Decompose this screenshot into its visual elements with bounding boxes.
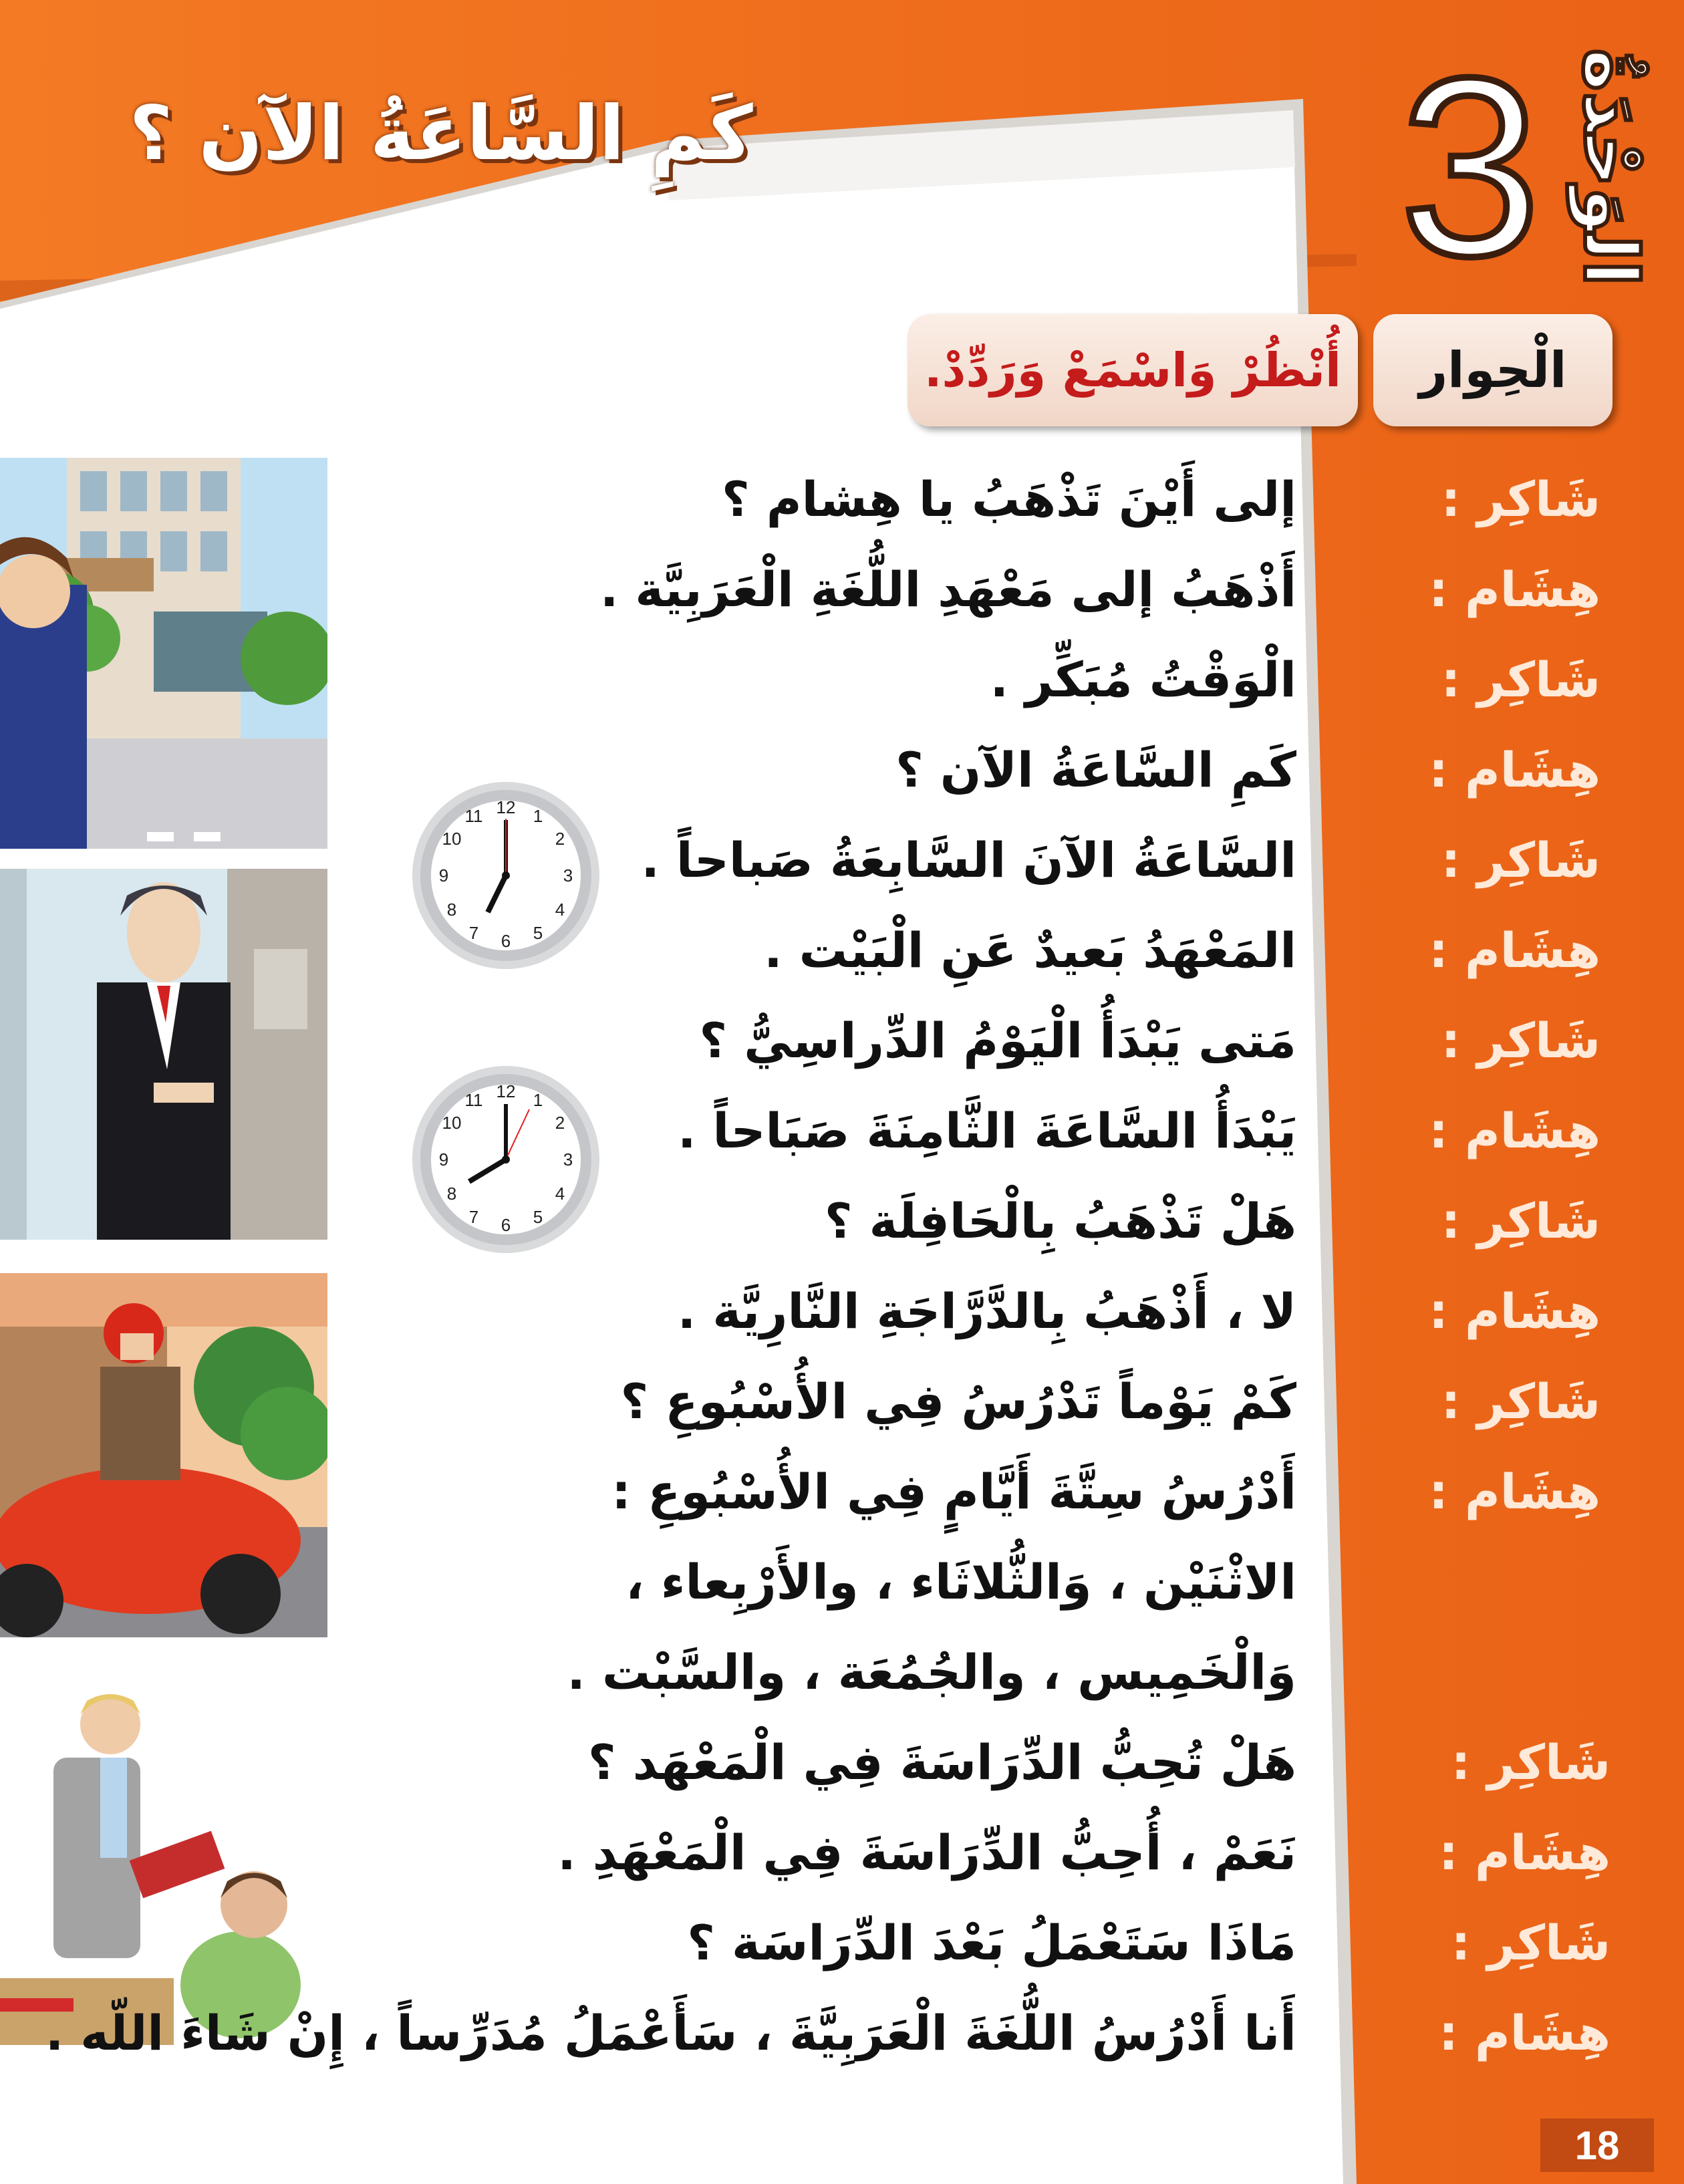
svg-text:7: 7 [468, 1207, 479, 1227]
svg-text:12: 12 [496, 797, 516, 817]
dialogue-line: هَلْ تَذْهَبُ بِالْحَافِلَة ؟ [824, 1193, 1296, 1249]
dialogue-line: لا ، أَذْهَبُ بِالدَّرَّاجَةِ النَّارِيَّة . [677, 1283, 1296, 1339]
dialogue-line: الْوَقْتُ مُبَكِّر . [990, 652, 1296, 708]
svg-text:2: 2 [555, 829, 565, 849]
svg-text:5: 5 [533, 1207, 543, 1227]
dialogue-line: أَدْرُسُ سِتَّةَ أَيَّامٍ فِي الأُسْبُوعِ : [611, 1464, 1296, 1520]
svg-text:10: 10 [442, 1113, 462, 1133]
dialogue-line: إلى أَيْنَ تَذْهَبُ يا هِشام ؟ [722, 471, 1296, 527]
page-number: 18 [1540, 2119, 1654, 2172]
dialogue-line: كَمْ يَوْماً تَدْرُسُ فِي الأُسْبُوعِ ؟ [620, 1373, 1296, 1429]
dialogue-line: مَاذَا سَتَعْمَلُ بَعْدَ الدِّرَاسَة ؟ [687, 1915, 1296, 1971]
dialogue-line: وَالْخَمِيس ، والجُمُعَة ، والسَّبْت . [567, 1644, 1296, 1700]
dialogue-line: السَّاعَةُ الآنَ السَّابِعَةُ صَباحاً . [641, 832, 1296, 888]
svg-text:11: 11 [464, 1090, 483, 1110]
unit-word-text: الوَحْدَةُ [1568, 48, 1654, 286]
svg-text:8: 8 [446, 900, 457, 920]
speaker-label: هِشَام : [1429, 1103, 1600, 1159]
dialogue-line: المَعْهَدُ بَعيدٌ عَنِ الْبَيْت . [764, 922, 1296, 978]
speaker-label: هِشَام : [1429, 742, 1600, 798]
svg-text:10: 10 [442, 829, 462, 849]
speaker-label: هِشَام : [1429, 561, 1600, 618]
speaker-label: شَاكِر : [1441, 652, 1600, 708]
speaker-label: شَاكِر : [1441, 1193, 1600, 1249]
dialogue-line: نَعَمْ ، أُحِبُّ الدِّرَاسَةَ فِي الْمَعْهَدِ . [557, 1824, 1296, 1881]
unit-number: 3 [1399, 25, 1541, 309]
dialogue-line: أَذْهَبُ إلى مَعْهَدِ اللُّغَةِ الْعَرَبِيَّة . [600, 561, 1296, 618]
svg-text:5: 5 [533, 923, 543, 943]
speaker-label: هِشَام : [1439, 2005, 1610, 2061]
speaker-label: هِشَام : [1429, 1283, 1600, 1339]
svg-text:1: 1 [533, 806, 543, 826]
speaker-label: هِشَام : [1429, 1464, 1600, 1520]
dialogue-line: هَلْ تُحِبُّ الدِّرَاسَةَ فِي الْمَعْهَد ؟ [587, 1734, 1296, 1790]
dialogue-line: يَبْدَأُ السَّاعَةَ الثَّامِنَةَ صَبَاحاً . [678, 1103, 1296, 1159]
speaker-label: هِشَام : [1429, 922, 1600, 978]
svg-text:3: 3 [563, 1149, 573, 1170]
svg-text:1: 1 [533, 1090, 543, 1110]
svg-text:9: 9 [438, 1149, 449, 1170]
svg-text:6: 6 [501, 1215, 511, 1235]
speaker-label: شَاكِر : [1441, 832, 1600, 888]
svg-text:3: 3 [563, 865, 573, 885]
dialogue-line: أَنا أَدْرُسُ اللُّغَةَ الْعَرَبِيَّةَ ، سَأَعْمَلُ مُدَرِّساً ، إِنْ شَاءَ اللّه . [45, 2005, 1296, 2061]
instruction-label: أُنْظُرْ وَاسْمَعْ وَرَدِّدْ. [907, 314, 1358, 426]
dialogue-line: كَمِ السَّاعَةُ الآن ؟ [895, 742, 1296, 798]
speaker-label: هِشَام : [1439, 1824, 1610, 1881]
speaker-label: شَاكِر : [1451, 1734, 1610, 1790]
dialogue-line: الاثْنَيْن ، وَالثُّلاثَاء ، والأَرْبِعاء ، [625, 1554, 1296, 1610]
speaker-label: شَاكِر : [1451, 1915, 1610, 1971]
svg-text:4: 4 [555, 1184, 565, 1204]
svg-text:12: 12 [496, 1081, 516, 1101]
svg-text:7: 7 [468, 923, 479, 943]
svg-text:4: 4 [555, 900, 565, 920]
dialogue-line: مَتى يَبْدَأُ الْيَوْمُ الدِّراسِيُّ ؟ [699, 1012, 1296, 1069]
svg-text:11: 11 [464, 806, 483, 826]
svg-text:9: 9 [438, 865, 449, 885]
svg-text:8: 8 [446, 1184, 457, 1204]
svg-text:2: 2 [555, 1113, 565, 1133]
speaker-label: شَاكِر : [1441, 1373, 1600, 1429]
svg-text:6: 6 [501, 931, 511, 951]
page-title: كَمِ السَّاعَةُ الآن ؟ [129, 90, 753, 177]
section-label: الْحِوار [1373, 314, 1612, 426]
speaker-label: شَاكِر : [1441, 471, 1600, 527]
speaker-label: شَاكِر : [1441, 1012, 1600, 1069]
